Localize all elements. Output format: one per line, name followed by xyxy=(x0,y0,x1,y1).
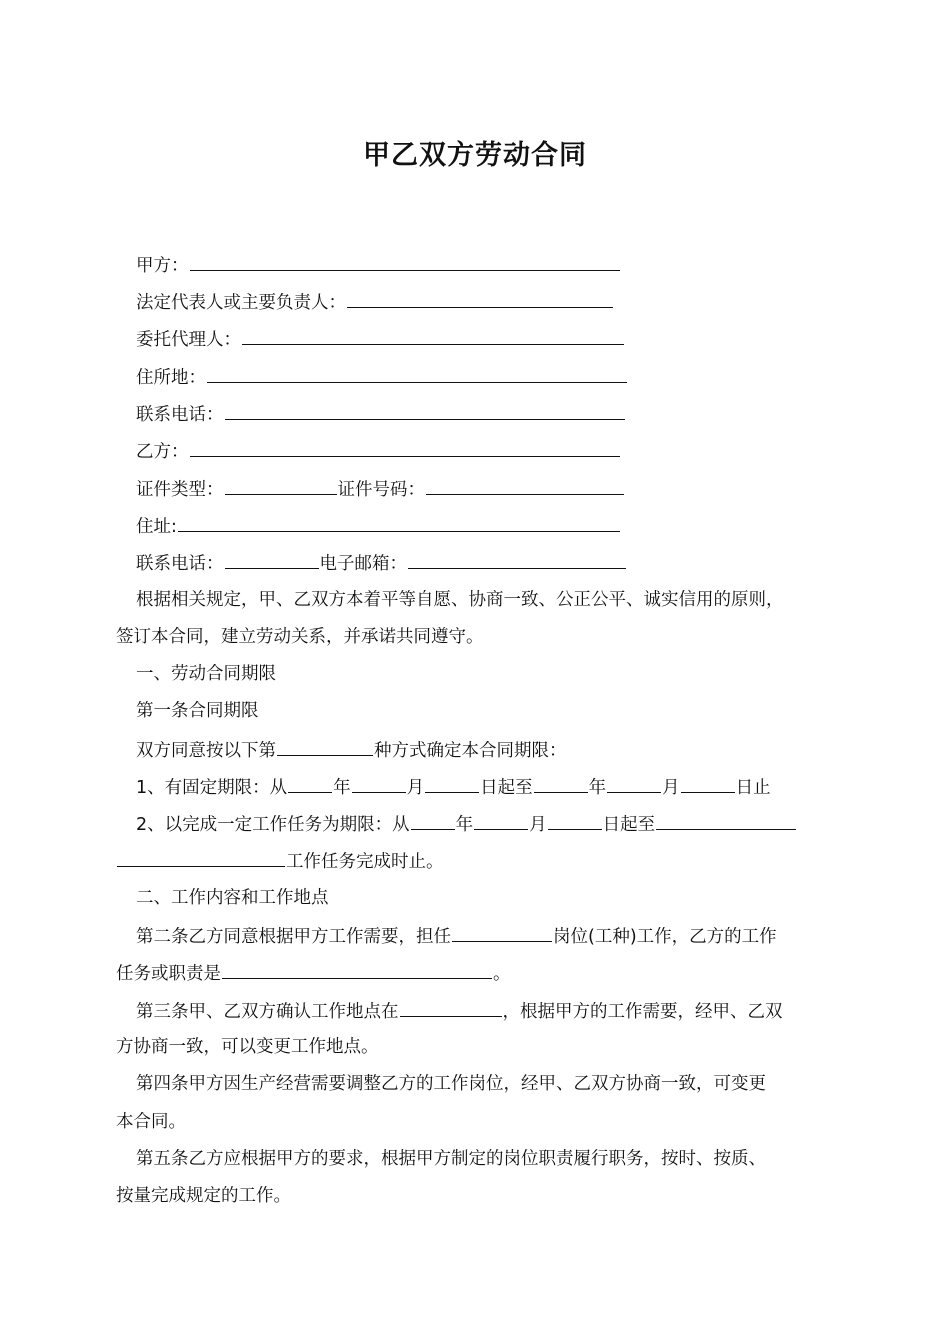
section-1-heading: 一、劳动合同期限 xyxy=(136,664,276,684)
email-label: 电子邮箱： xyxy=(319,554,407,574)
party-a-label: 甲方： xyxy=(136,256,189,276)
article-3-line-1 xyxy=(136,998,783,1024)
article-2-text-a: 第二条乙方同意根据甲方工作需要，担任 xyxy=(136,927,451,947)
fixed-start-month-blank[interactable] xyxy=(352,774,406,793)
work-location-blank[interactable] xyxy=(400,998,502,1017)
task-start-day-blank[interactable] xyxy=(548,811,602,830)
fixed-month-label: 月 xyxy=(406,778,425,798)
task-start-year-blank[interactable] xyxy=(411,811,455,830)
agent-line xyxy=(136,326,625,352)
fixed-start-day-blank[interactable] xyxy=(425,774,479,793)
article-4-line-2: 本合同。 xyxy=(116,1112,186,1132)
task-term-label: 2、以完成一定工作任务为期限：从 xyxy=(136,815,410,835)
preamble-line-1: 根据相关规定，甲、乙双方本着平等自愿、协商一致、公正公平、诚实信用的原则， xyxy=(136,590,784,610)
legal-rep-line xyxy=(136,289,614,315)
duty-blank[interactable] xyxy=(222,960,492,979)
article-1-heading: 第一条合同期限 xyxy=(136,701,259,721)
legal-rep-label: 法定代表人或主要负责人： xyxy=(136,293,346,313)
article-3-line-2: 方协商一致，可以变更工作地点。 xyxy=(116,1037,379,1057)
article-4-line-1: 第四条甲方因生产经营需要调整乙方的工作岗位，经甲、乙双方协商一致，可变更 xyxy=(136,1074,766,1094)
fixed-year2-label: 年 xyxy=(588,778,607,798)
task-term-line xyxy=(136,811,797,837)
agent-label: 委托代理人： xyxy=(136,330,241,350)
party-b-blank[interactable] xyxy=(190,438,620,457)
task-end-label: 工作任务完成时止。 xyxy=(286,852,444,872)
fixed-month2-label: 月 xyxy=(662,778,680,798)
fixed-year-label: 年 xyxy=(333,778,351,798)
phone-b-blank[interactable] xyxy=(225,550,319,569)
party-a-blank[interactable] xyxy=(190,252,620,271)
fixed-term-line xyxy=(136,774,771,800)
legal-rep-blank[interactable] xyxy=(347,289,613,308)
id-line xyxy=(136,476,625,502)
task-month-label: 月 xyxy=(529,815,547,835)
phone-a-line xyxy=(136,401,626,427)
article-5-line-2: 按量完成规定的工作。 xyxy=(116,1186,291,1206)
position-blank[interactable] xyxy=(452,923,552,942)
fixed-end-label: 日止 xyxy=(735,778,771,798)
term-intro-line xyxy=(136,737,567,763)
fixed-end-day-blank[interactable] xyxy=(681,774,735,793)
article-5-line-1: 第五条乙方应根据甲方的要求，根据甲方制定的岗位职责履行职务，按时、按质、 xyxy=(136,1149,766,1169)
fixed-from-label: 日起至 xyxy=(480,778,533,798)
agent-blank[interactable] xyxy=(242,326,624,345)
address-label: 住址: xyxy=(136,517,177,537)
id-type-label: 证件类型： xyxy=(136,480,224,500)
task-end-blank-1[interactable] xyxy=(656,811,796,830)
id-number-blank[interactable] xyxy=(426,476,624,495)
party-b-label: 乙方： xyxy=(136,442,189,462)
term-option-blank[interactable] xyxy=(277,737,373,756)
id-number-label: 证件号码： xyxy=(337,480,425,500)
fixed-start-year-blank[interactable] xyxy=(288,774,332,793)
article-2-text-b: 岗位(工种)工作，乙方的工作 xyxy=(553,927,777,947)
term-intro-b: 种方式确定本合同期限： xyxy=(374,741,567,761)
residence-line xyxy=(136,364,628,390)
article-3-text-a: 第三条甲、乙双方确认工作地点在 xyxy=(136,1002,399,1022)
phone-a-blank[interactable] xyxy=(225,401,625,420)
task-start-month-blank[interactable] xyxy=(474,811,528,830)
article-2-text-c: 任务或职责是 xyxy=(116,964,221,984)
residence-label: 住所地： xyxy=(136,368,206,388)
article-2-text-d: 。 xyxy=(493,964,511,984)
section-2-heading: 二、工作内容和工作地点 xyxy=(136,888,329,908)
task-term-line-2 xyxy=(116,848,444,874)
address-line xyxy=(136,513,621,539)
phone-b-label: 联系电话： xyxy=(136,554,224,574)
term-intro-a: 双方同意按以下第 xyxy=(136,741,276,761)
party-b-line xyxy=(136,438,621,464)
task-from-label: 日起至 xyxy=(602,815,656,835)
residence-blank[interactable] xyxy=(207,364,627,383)
address-blank[interactable] xyxy=(178,513,620,532)
article-2-line-2 xyxy=(116,960,511,986)
email-blank[interactable] xyxy=(408,550,626,569)
article-2-line-1 xyxy=(136,923,777,949)
page-title: 甲乙双方劳动合同 xyxy=(363,140,587,171)
fixed-term-label: 1、有固定期限：从 xyxy=(136,778,288,798)
article-3-text-b: ，根据甲方的工作需要，经甲、乙双 xyxy=(502,1002,783,1022)
fixed-end-month-blank[interactable] xyxy=(607,774,661,793)
id-type-blank[interactable] xyxy=(225,476,337,495)
contact-b-line xyxy=(136,550,627,576)
task-year-label: 年 xyxy=(455,815,474,835)
party-a-line xyxy=(136,252,621,278)
preamble-line-2: 签订本合同，建立劳动关系，并承诺共同遵守。 xyxy=(116,627,484,647)
task-end-blank-2[interactable] xyxy=(117,848,285,867)
phone-a-label: 联系电话： xyxy=(136,405,224,425)
fixed-end-year-blank[interactable] xyxy=(534,774,588,793)
